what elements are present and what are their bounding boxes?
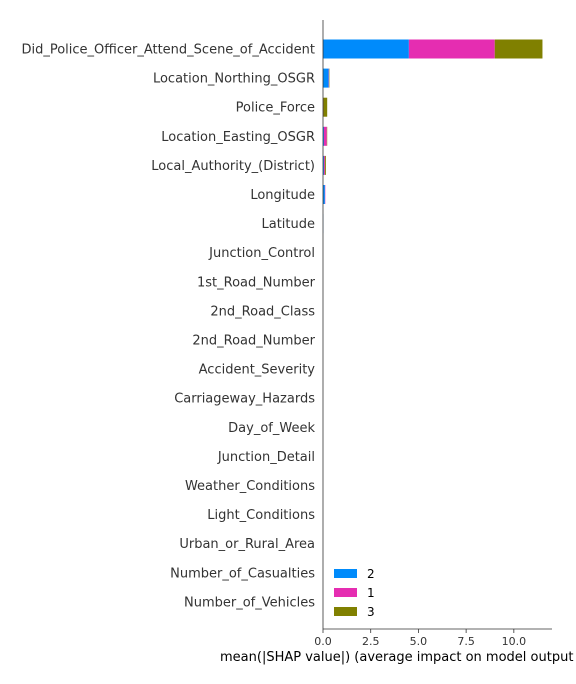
- bar-segment-series-2: [323, 40, 409, 59]
- feature-label: Police_Force: [235, 100, 315, 116]
- bar-segment-series-1: [324, 156, 325, 175]
- x-tick-label: 10.0: [501, 635, 527, 648]
- bar-segment-series-3: [325, 156, 326, 175]
- bar-segment-series-2: [323, 69, 329, 88]
- feature-label: Weather_Conditions: [184, 479, 315, 494]
- legend-swatch-1: [334, 588, 357, 597]
- feature-labels: [21, 43, 315, 611]
- feature-label: Number_of_Casualties: [170, 566, 315, 582]
- legend: [334, 567, 375, 619]
- legend-swatch-3: [334, 607, 357, 616]
- feature-label: Location_Northing_OSGR: [152, 71, 315, 87]
- legend-swatch-2: [334, 569, 357, 578]
- feature-label: Number_of_Vehicles: [183, 595, 315, 611]
- bar-segment-series-3: [495, 40, 543, 59]
- x-tick-label: 0.0: [314, 635, 332, 648]
- feature-label: 1st_Road_Number: [197, 275, 315, 291]
- legend-label: 2: [367, 567, 375, 581]
- feature-label: 2nd_Road_Class: [210, 304, 315, 320]
- bar-segment-series-3: [323, 98, 327, 117]
- feature-label: Carriageway_Hazards: [174, 391, 315, 407]
- feature-label: Light_Conditions: [207, 508, 315, 524]
- feature-label: Longitude: [250, 188, 315, 203]
- x-axis-title: mean(|SHAP value|) (average impact on model output: [220, 650, 574, 665]
- x-tick-label: 7.5: [457, 635, 475, 648]
- feature-label: Latitude: [261, 217, 315, 233]
- feature-label: Did_Police_Officer_Attend_Scene_of_Accident: [21, 42, 315, 58]
- legend-label: 1: [367, 586, 375, 600]
- feature-label: Local_Authority_(District): [151, 158, 315, 174]
- x-ticks: [314, 629, 526, 648]
- x-tick-label: 5.0: [409, 635, 428, 648]
- feature-label: Accident_Severity: [198, 362, 315, 378]
- bar-segment-series-1: [324, 127, 327, 146]
- feature-label: Junction_Control: [209, 246, 315, 262]
- x-tick-label: 2.5: [361, 635, 380, 648]
- legend-label: 3: [367, 605, 375, 619]
- bar-segment-series-1: [409, 40, 495, 59]
- feature-label: Location_Easting_OSGR: [161, 129, 315, 145]
- feature-label: Urban_or_Rural_Area: [179, 537, 315, 553]
- bars-layer: [323, 40, 542, 234]
- feature-label: Day_of_Week: [228, 420, 315, 436]
- feature-label: Junction_Detail: [217, 449, 315, 465]
- feature-label: 2nd_Road_Number: [192, 333, 315, 349]
